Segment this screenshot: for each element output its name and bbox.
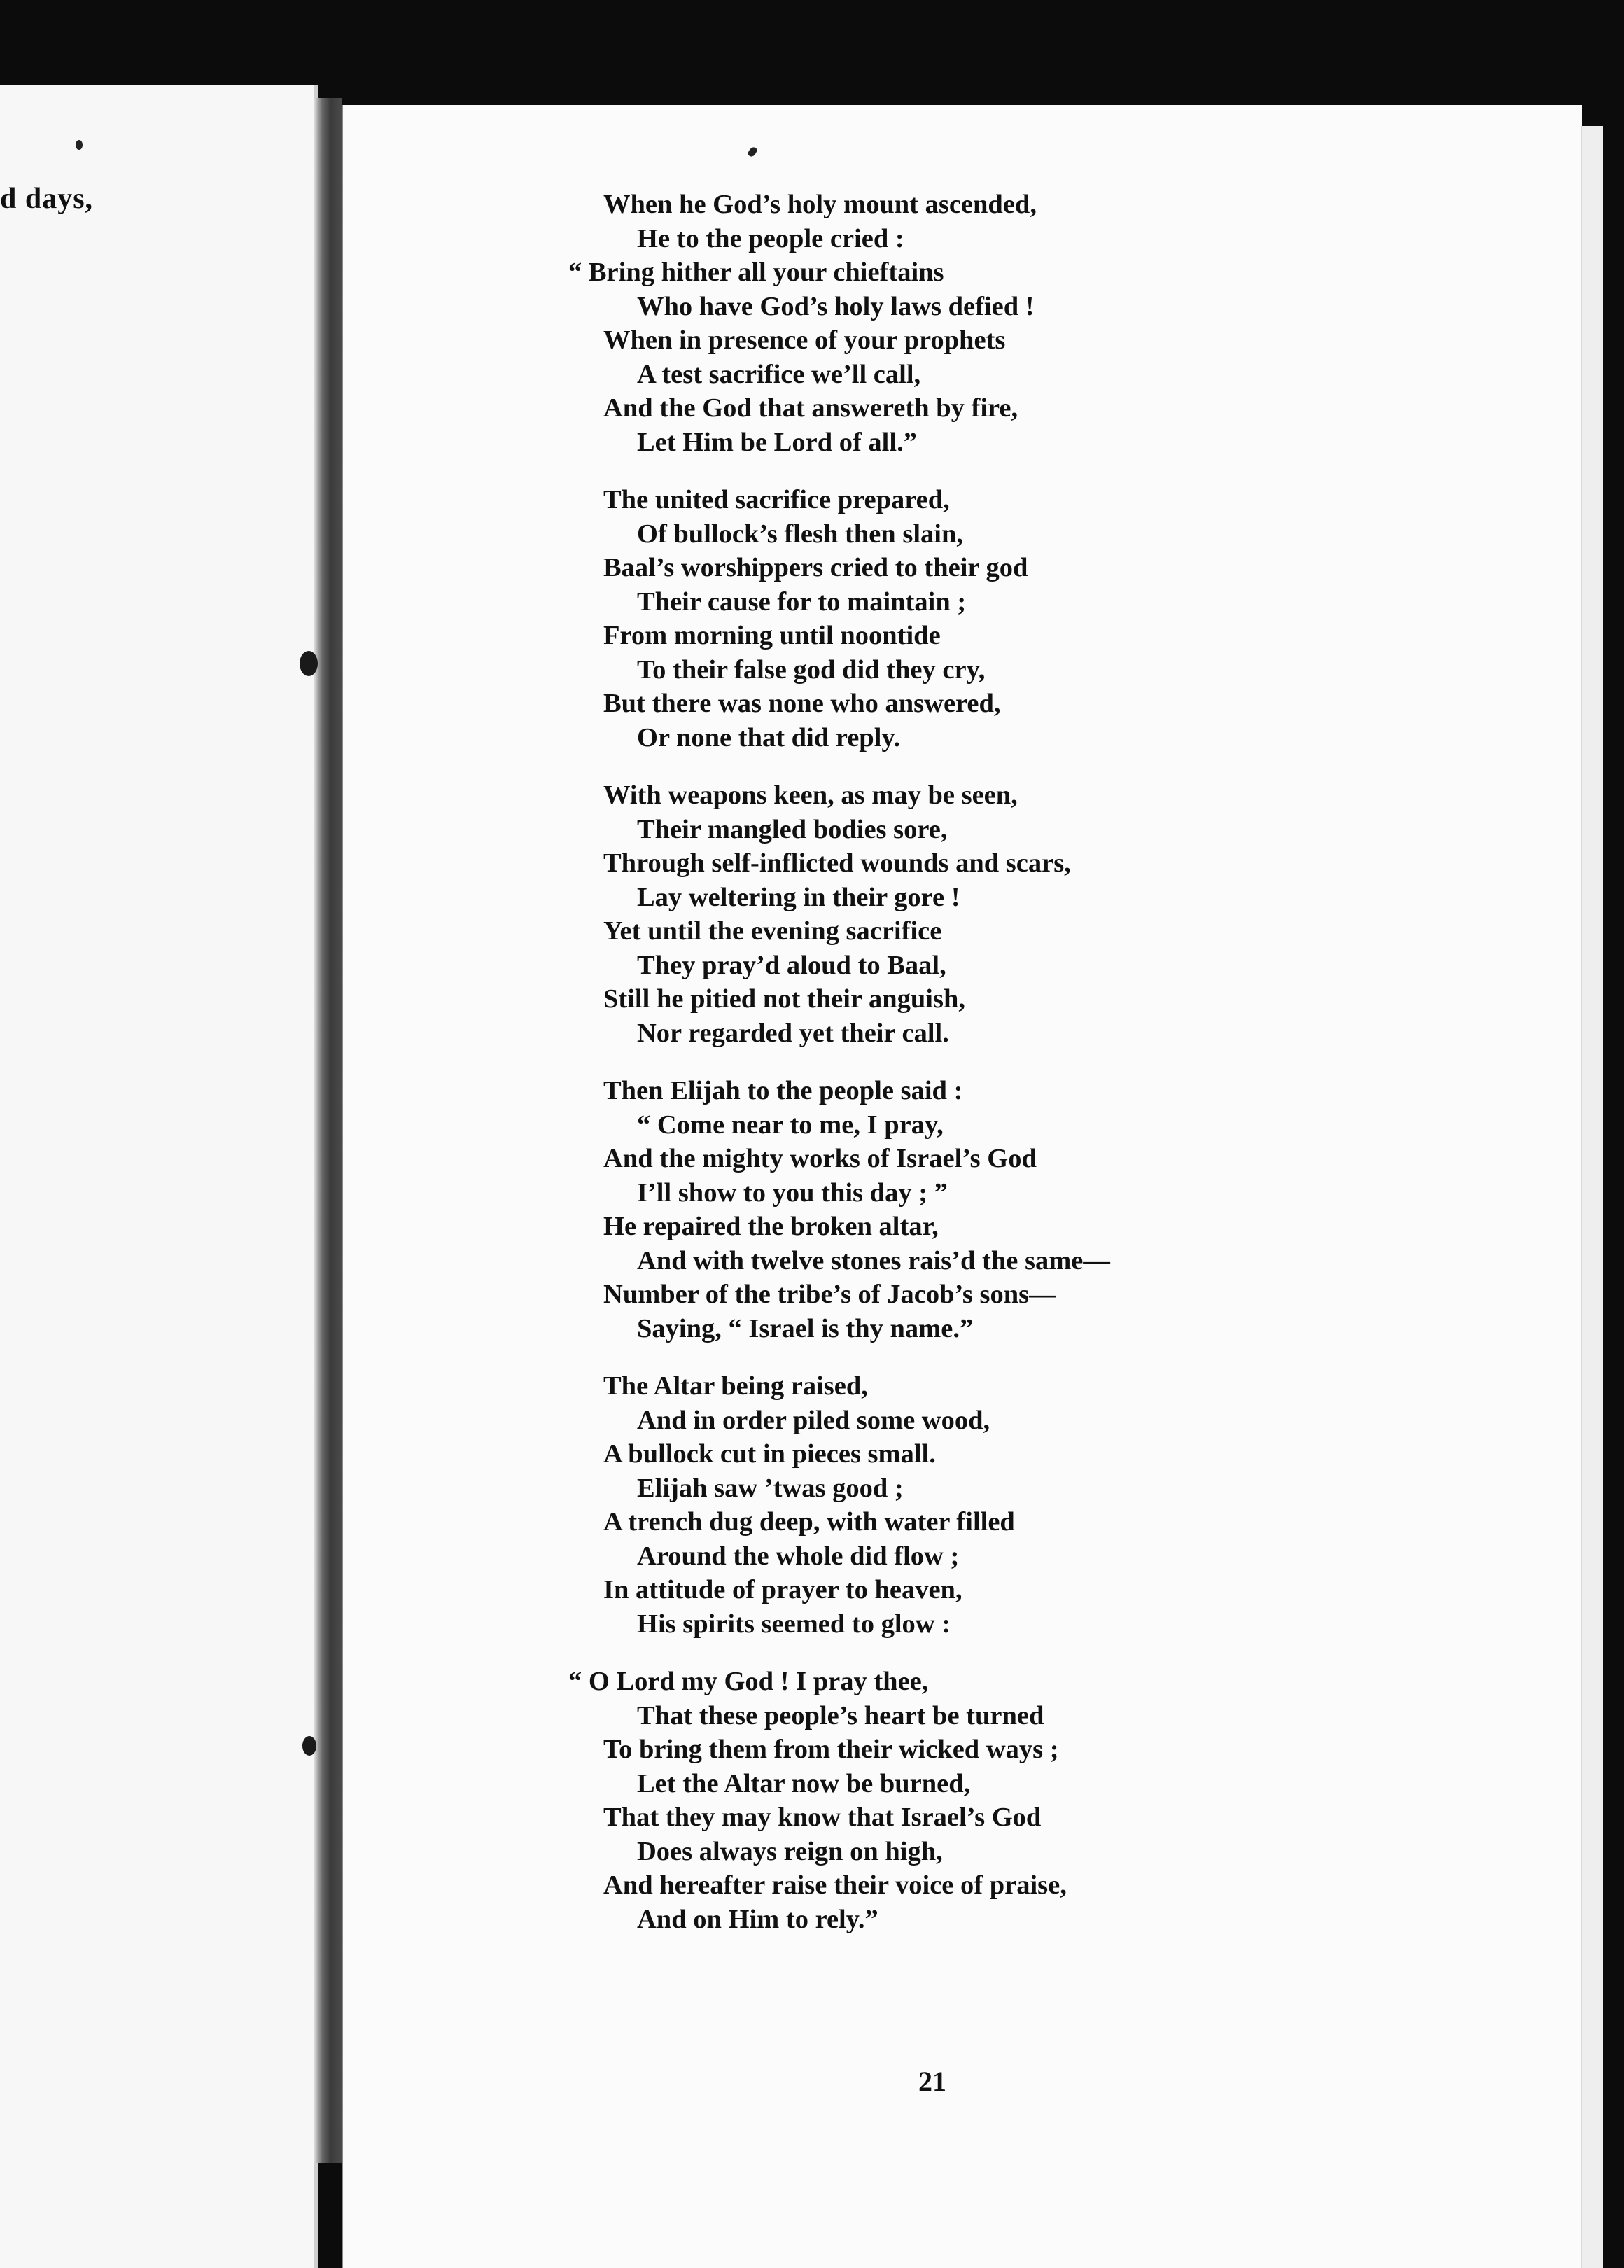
poem-line: And the God that answereth by fire, [603,393,1018,423]
poem-line: To bring them from their wicked ways ; [603,1735,1059,1764]
poem-line: And on Him to rely.” [637,1904,878,1934]
poem-line: Through self-inflicted wounds and scars, [603,848,1071,878]
poem-line: Around the whole did flow ; [637,1541,960,1571]
poem-line: Of bullock’s flesh then slain, [637,519,964,549]
poem-line: And in order piled some wood, [637,1405,990,1435]
left-page-fragment: d days, [0,183,94,215]
poem-line: From morning until noontide [603,621,941,650]
poem-line: That these people’s heart be turned [637,1700,1044,1730]
poem-line: Their cause for to maintain ; [637,587,967,617]
poem-line: Their mangled bodies sore, [637,814,948,844]
poem-line: Elijah saw ’twas good ; [637,1473,904,1503]
poem-line: He repaired the broken altar, [603,1212,939,1241]
poem-line: Let the Altar now be burned, [637,1768,971,1798]
ink-mark [76,140,83,150]
poem-line: In attitude of prayer to heaven, [603,1575,962,1604]
poem-line: “ O Lord my God ! I pray thee, [568,1667,929,1696]
poem-line: Who have God’s holy laws defied ! [637,291,1035,321]
book-gutter [314,98,342,2163]
poem-line: And hereafter raise their voice of praise, [603,1870,1067,1900]
poem-line: A bullock cut in pieces small. [603,1439,936,1469]
poem-line: The Altar being raised, [603,1371,868,1401]
poem-line: “ Come near to me, I pray, [637,1110,944,1140]
poem-line: Yet until the evening sacrifice [603,916,942,946]
poem-line: Lay weltering in their gore ! [637,882,960,912]
poem-line: I’ll show to you this day ; ” [637,1177,948,1208]
poem-line: Then Elijah to the people said : [603,1076,963,1105]
poem-line: Saying, “ Israel is thy name.” [637,1313,974,1343]
poem-line: And the mighty works of Israel’s God [603,1144,1037,1173]
poem-line: And with twelve stones rais’d the same— [637,1245,1110,1275]
poem-line: When he God’s holy mount ascended, [603,190,1037,219]
poem-line: He to the people cried : [637,223,904,253]
poem-line: But there was none who answered, [603,689,1001,718]
page-number: 21 [918,2066,946,2097]
poem-line: His spirits seemed to glow : [637,1609,951,1639]
poem-line: Baal’s worshippers cried to their god [603,553,1028,582]
right-page [342,105,1582,2268]
poem-line: Still he pitied not their anguish, [603,984,966,1014]
poem-line: Nor regarded yet their call. [637,1018,949,1048]
poem-line: To their false god did they cry, [637,654,986,685]
poem-line: Or none that did reply. [637,722,901,752]
poem-line: “ Bring hither all your chieftains [568,258,944,287]
poem-line: That they may know that Israel’s God [603,1802,1042,1832]
poem-line: A trench dug deep, with water filled [603,1507,1015,1536]
poem-line: Number of the tribe’s of Jacob’s sons— [603,1280,1056,1309]
poem-line: With weapons keen, as may be seen, [603,780,1018,810]
binding-hole [300,651,318,676]
binding-hole [302,1736,316,1756]
left-page [0,85,318,2268]
poem-line: They pray’d aloud to Baal, [637,950,946,980]
poem-line: When in presence of your prophets [603,326,1006,355]
poem-line: The united sacrifice prepared, [603,485,950,514]
poem-line: Let Him be Lord of all.” [637,427,917,457]
poem-line: Does always reign on high, [637,1836,943,1866]
poem-line: A test sacrifice we’ll call, [637,359,921,389]
